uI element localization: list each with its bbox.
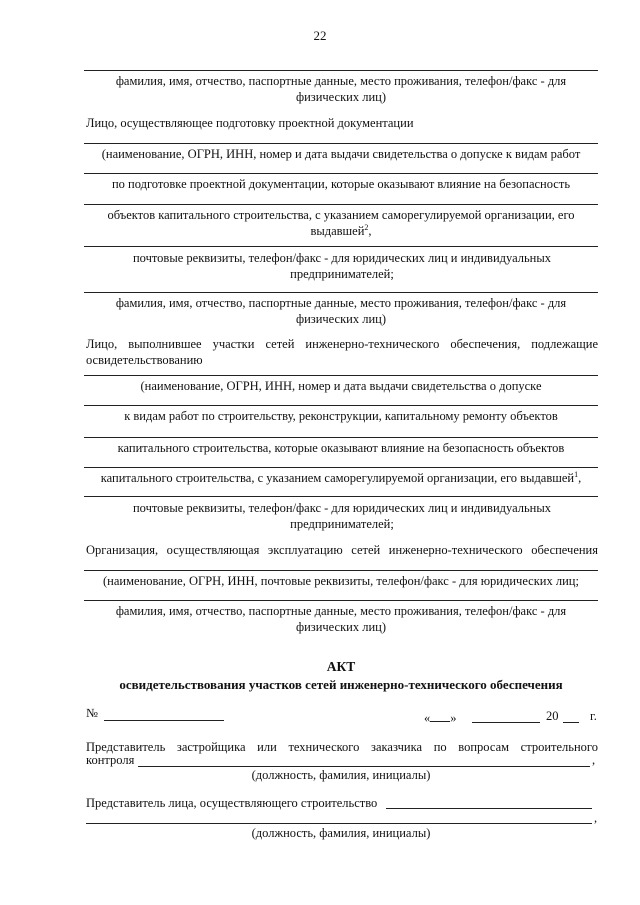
rep2-field-2[interactable] [86,823,592,824]
date-year-field[interactable] [563,722,579,723]
caption-design-1: (наименование, ОГРН, ИНН, номер и дата выдачи свидетельства о допуске к видам работ [101,147,581,161]
caption-operator-1: (наименование, ОГРН, ИНН, почтовые реквизиты, телефон/факс - для юридических лиц; [103,574,579,588]
act-number-row [86,705,98,721]
rep2-comma: , [594,811,598,825]
fill-line [84,437,598,438]
caption-design-3: объектов капитального строительства, с указанием саморегулируемой организации, его выдавшей$^2$, [107,208,575,238]
fill-line [84,173,598,174]
caption-design-2: по подготовке проектной документации, которые оказывают влияние на безопасность [111,177,571,191]
caption-builder-5: почтовые реквизиты, телефон/факс - для юридических лиц и индивидуальных предпринимателей; [132,501,552,531]
fill-line [84,496,598,497]
design-party-label: Лицо, осуществляющее подготовку проектной документации [86,116,414,130]
fill-line [84,70,598,71]
rep2-label: Представитель лица, осуществляющего строительство [86,796,378,810]
rep1-caption: (должность, фамилия, инициалы) [251,768,431,782]
date-day-quote: « » [424,708,457,726]
act-number-field[interactable] [104,720,224,721]
date-year-suffix: г. [590,709,597,723]
caption-builder-2: к видам работ по строительству, реконструкции, капитальному ремонту объектов [124,409,558,423]
act-title: АКТ [326,659,356,674]
fill-line [84,143,598,144]
date-day-field[interactable] [430,708,450,722]
caption-individual-2: фамилия, имя, отчество, паспортные данные, место проживания, телефон/факс - для физических лиц) [115,296,567,326]
caption-individual-1: фамилия, имя, отчество, паспортные данные, место проживания, телефон/факс - для физических лиц) [115,74,567,104]
operator-party-label: Организация, осуществляющая эксплуатацию сетей инженерно-технического обеспечения [86,543,598,557]
fill-line [84,600,598,601]
footnote-ref: 1 [574,469,579,479]
rep1-comma: , [592,753,596,767]
footnote-ref: 2 [364,222,369,232]
rep1-label-2: контроля [86,753,135,767]
caption-builder-3: капитального строительства, которые оказывают влияние на безопасность объектов [117,441,565,455]
builder-party-label-2: освидетельствованию [86,353,203,367]
rep2-caption: (должность, фамилия, инициалы) [251,826,431,840]
caption-builder-1: (наименование, ОГРН, ИНН, номер и дата выдачи свидетельства о допуске [140,379,542,393]
page-number: 22 [313,28,327,43]
fill-line [84,405,598,406]
act-subtitle: освидетельствования участков сетей инженерно-технического обеспечения [119,677,563,692]
date-year-prefix: 20 [546,709,559,723]
fill-line [84,375,598,376]
caption-design-4: почтовые реквизиты, телефон/факс - для юридических лиц и индивидуальных предпринимателей; [132,251,552,281]
fill-line [84,246,598,247]
builder-party-label-1: Лицо, выполнившее участки сетей инженерно-технического обеспечения, подлежащие [86,337,598,351]
rep2-field-1[interactable] [386,808,592,809]
date-month-field[interactable] [472,722,540,723]
number-sign: № [86,706,98,720]
caption-individual-3: фамилия, имя, отчество, паспортные данные, место проживания, телефон/факс - для физических лиц) [115,604,567,634]
fill-line [84,467,598,468]
caption-builder-4: капитального строительства, с указанием саморегулируемой организации, его выдавшей$^1$, [100,469,582,485]
fill-line [84,570,598,571]
rep1-label-1: Представитель застройщика или технического заказчика по вопросам строительного [86,740,598,754]
fill-line [84,292,598,293]
fill-line [84,204,598,205]
